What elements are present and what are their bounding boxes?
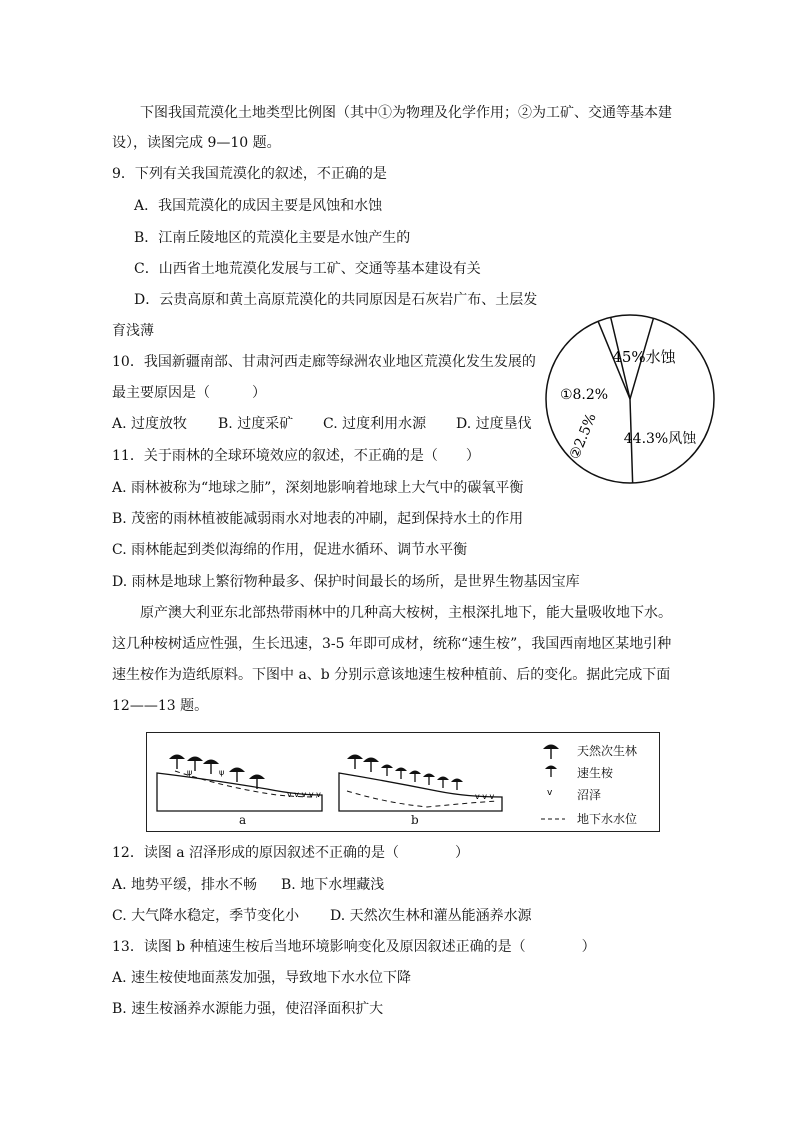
intro-line-1: 下图我国荒漠化土地类型比例图（其中①为物理及化学作用；②为工矿、交通等基本建 — [140, 105, 672, 121]
pie-label-phys: ①8.2% — [559, 387, 609, 403]
legend-natural-forest-icon — [543, 745, 559, 760]
q12-option-d: D. 天然次生林和灌丛能涵养水源 — [330, 908, 532, 924]
q11-option-d: D. 雨林是地球上繁衍物种最多、保护时间最长的场所，是世界生物基因宝库 — [112, 574, 580, 590]
desertification-pie-chart — [540, 314, 720, 486]
swamp-marks-a: v v v v v — [287, 790, 321, 799]
q10-option-a: A. 过度放牧 — [112, 416, 188, 432]
q11-option-a: A. 雨林被称为“地球之肺”，深刻地影响着地球上大气中的碳氧平衡 — [112, 480, 524, 496]
q12-option-c: C. 大气降水稳定，季节变化小 — [112, 908, 300, 924]
intro2-line-1: 原产澳大利亚东北部热带雨林中的几种高大桉树，主根深扎地下，能大量吸收地下水。 — [140, 605, 672, 621]
q9-option-a: A．我国荒漠化的成因主要是风蚀和水蚀 — [134, 198, 383, 214]
q12-stem: 12．读图 a 沼泽形成的原因叙述不正确的是（ ） — [112, 845, 470, 861]
q9-option-b: B．江南丘陵地区的荒漠化主要是水蚀产生的 — [134, 230, 411, 246]
legend-water-table: 地下水水位 — [577, 812, 638, 826]
legend-natural-forest: 天然次生林 — [577, 744, 638, 758]
intro2-line-4: 12——13 题。 — [112, 698, 209, 714]
panel-b-label: b — [411, 813, 419, 827]
pie-label-wind: 44.3%风蚀 — [623, 431, 697, 447]
panel-b — [339, 755, 502, 812]
q11-option-c: C. 雨林能起到类似海绵的作用，促进水循环、调节水平衡 — [112, 542, 468, 558]
panel-a — [157, 755, 322, 812]
pie-label-eng: ②2.5% — [566, 411, 600, 462]
q9-option-c: C．山西省土地荒漠化发展与工矿、交通等基本建设有关 — [134, 261, 481, 277]
swamp-marks-b: v v v — [475, 792, 495, 801]
q9-stem: 9．下列有关我国荒漠化的叙述，不正确的是 — [112, 166, 387, 182]
intro2-line-2: 这几种桉树适应性强，生长迅速，3-5 年即可成材，统称“速生桉”，我国西南地区某地引种 — [112, 636, 672, 652]
legend-swamp: 沼泽 — [577, 788, 602, 802]
svg-text:ψ: ψ — [219, 768, 225, 777]
q13-stem: 13．读图 b 种植速生桉后当地环境影响变化及原因叙述正确的是（ ） — [112, 939, 596, 955]
eucalyptus-figure — [146, 732, 660, 832]
q13-option-a: A. 速生桉使地面蒸发加强，导致地下水水位下降 — [112, 970, 412, 986]
q10-stem-cont: 最主要原因是（ ） — [112, 385, 266, 401]
q13-option-b: B. 速生桉涵养水源能力强，使沼泽面积扩大 — [112, 1001, 384, 1017]
q9-option-d: D．云贵高原和黄土高原荒漠化的共同原因是石灰岩广布、土层发 — [134, 292, 538, 308]
panel-a-label: a — [239, 813, 247, 827]
legend-eucalyptus-icon — [545, 766, 557, 778]
pie-label-water: 45%水蚀 — [612, 348, 676, 366]
q12-option-b: B. 地下水埋藏浅 — [281, 877, 385, 893]
q11-stem: 11．关于雨林的全球环境效应的叙述，不正确的是（ ） — [112, 448, 480, 464]
legend-eucalyptus: 速生桉 — [577, 766, 614, 780]
q12-option-a: A. 地势平缓，排水不畅 — [112, 877, 258, 893]
q10-option-c: C. 过度利用水源 — [323, 416, 427, 432]
q11-option-b: B. 茂密的雨林植被能减弱雨水对地表的冲刷，起到保持水土的作用 — [112, 511, 524, 527]
legend-swamp-icon: v — [547, 788, 553, 798]
q9-option-d-cont: 育浅薄 — [112, 323, 154, 339]
intro-line-2: 设），读图完成 9—10 题。 — [112, 135, 281, 151]
q10-option-d: D. 过度垦伐 — [456, 416, 532, 432]
intro2-line-3: 速生桉作为造纸原料。下图中 a、b 分别示意该地速生桉种植前、后的变化。据此完成下面 — [112, 667, 671, 683]
q10-stem: 10．我国新疆南部、甘肃河西走廊等绿洲农业地区荒漠化发生发展的 — [112, 354, 536, 370]
svg-text:ψ: ψ — [187, 768, 193, 777]
q10-option-b: B. 过度采矿 — [218, 416, 294, 432]
